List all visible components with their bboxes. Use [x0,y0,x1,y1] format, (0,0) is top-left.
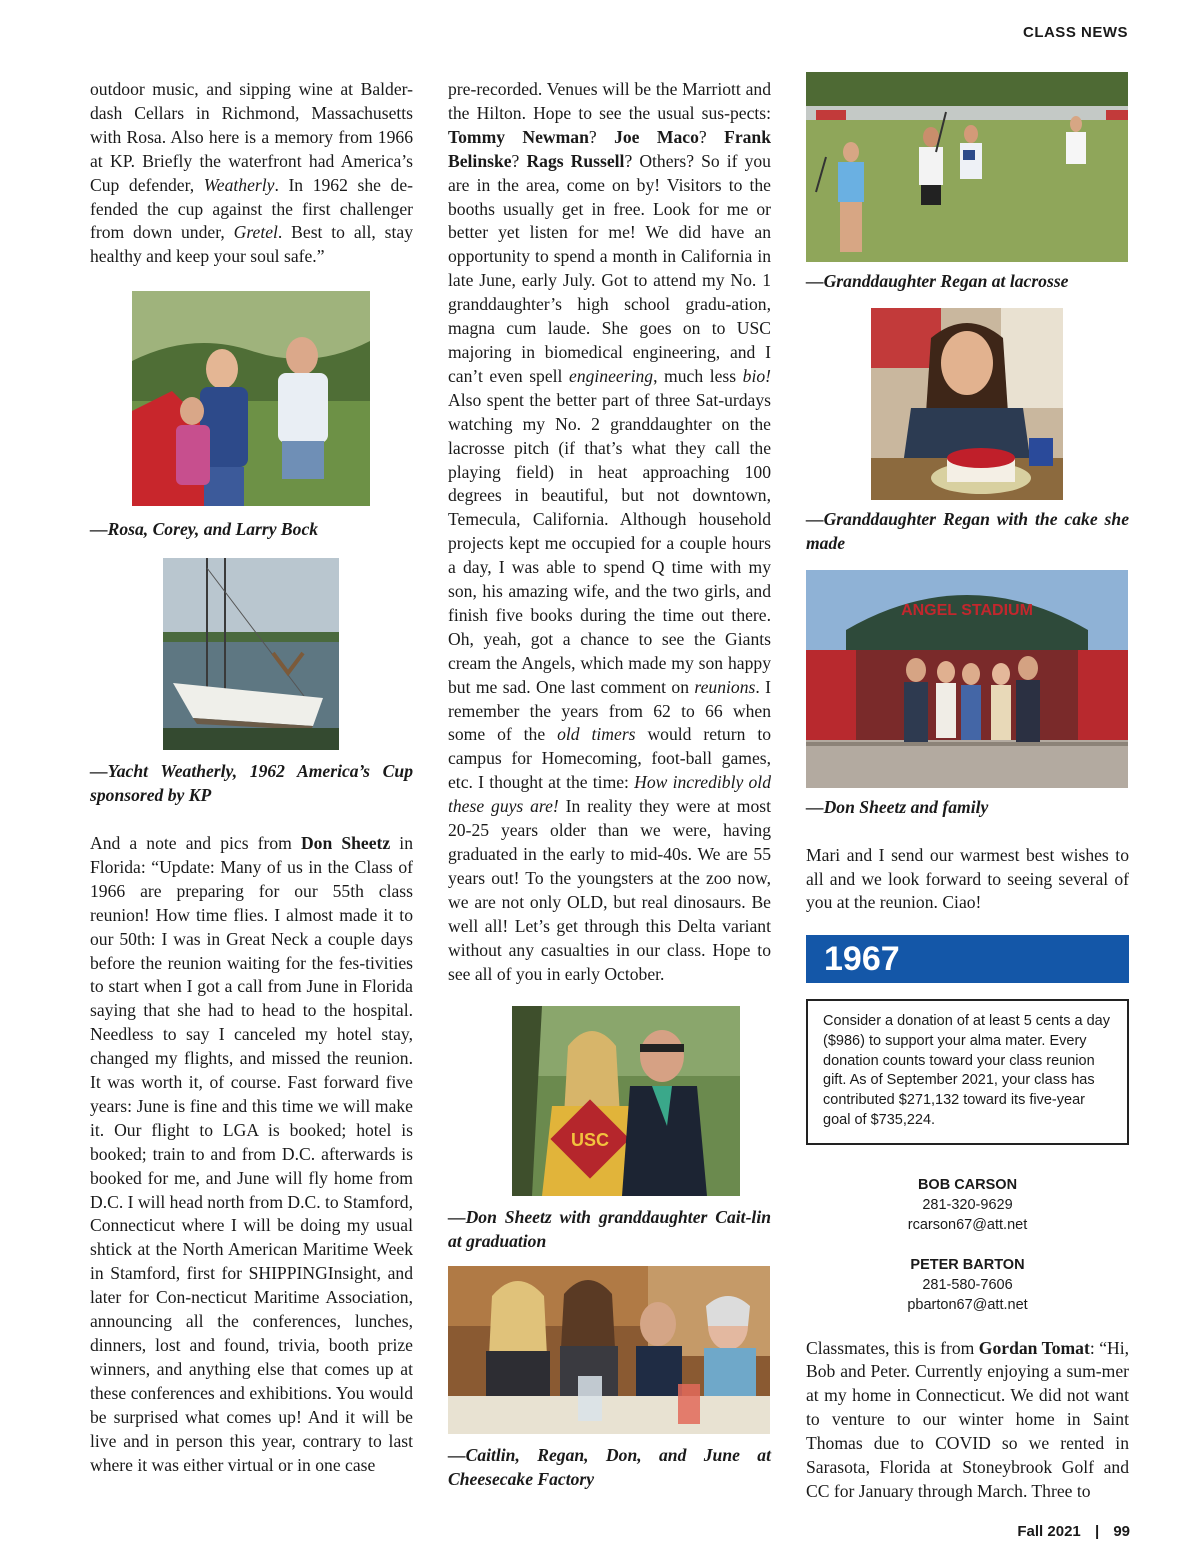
photo-caption: —Granddaughter Regan with the cake she made [806,508,1129,553]
column-1 [90,78,413,1477]
usc-pennant-text: USC [570,1130,610,1151]
contact-name: PETER BARTON [910,1256,1025,1273]
class-contact-2 [806,1255,1129,1315]
page-number: 99 [1113,1523,1130,1540]
paragraph: pre-recorded. Venues will be the Marriott and the Hilton. Hope to see the usual sus-pects: Tommy Newman? Joe Maco? Frank Belinske? Rags Russell? Others? So if you are in the area, come on by! Visitors to the booths usually get in free. Look for me or better yet listen for me! We did have an opportunity to spend a month in California in late June, early July. Got to attend my No. 1 granddaughter’s high school gradu-ation, magna cum laude. She goes on to USC majoring in biomedical engineering, and I can’t even spell engineering, much less bio! Also spent the better part of three Sat-urdays watching my No. 2 granddaughter on the lacrosse pitch (if that’s what they call the playing field) in heat approaching 100 degrees in beautiful, but not downtown, Temecula, California. Although household projects kept me occupied for a couple hours a day, I was able to spend Q time with my son, his amazing wife, and the two girls, and finish five books during the time out there. Oh, yeah, got a chance to see the Giants cream the Angels, which made my son happy but me sad. One last comment on reunions. I remember the years from 62 to 66 when some of the old timers would return to campus for Homecoming, foot-ball games, etc. I thought at the time: How incredibly old these guys are! In reality they were at most 20-25 years older than we were, having graduated in the early to mid-40s. We are 55 years out! To the youngsters at the zoo now, we are not only OLD, but real dinosaurs. Be well all! Let’s get through this Delta variant without any casualties in our class. Hope to see all of you in early October. [448,79,772,984]
class-contact-1 [806,1175,1129,1235]
photo-yacht-weatherly [163,558,339,750]
photo-caption: —Caitlin, Regan, Don, and June at Cheesecake Factory [448,1445,771,1490]
section-header: CLASS NEWS [1022,24,1128,41]
column-2 [448,78,771,1492]
contact-email[interactable]: rcarson67@att.net [907,1216,1028,1233]
photo-cheesecake-factory [448,1266,770,1434]
photo-caption: —Rosa, Corey, and Larry Bock [90,519,319,540]
photo-caption: —Don Sheetz with granddaughter Cait-lin at graduation [448,1207,771,1252]
photo-caption: —Don Sheetz and family [806,796,989,817]
stadium-sign-text: ANGEL STADIUM [901,601,1033,619]
closing-paragraph: Mari and I send our warmest best wishes to all and we look forward to seeing several of you at the reunion. Ciao! [806,844,1129,913]
paragraph: And a note and pics from Don Sheetz in Florida: “Update: Many of us in the Class of 1966 are preparing for our 55th class reunion! How time flies. I almost made it to our 50th: I was in Great Neck a couple days before the reunion waiting for the fes-tivities to start when I got a call from June in Florida saying that she had to head to the hospital. Needless to say I canceled my hotel stay, changed my flights, and missed the reunion. It was worth it, of course. Fast forward five years: June is fine and this time we will make it. Our flight to LGA is booked; hotel is booked; train to and from D.C. afterwards is booked for me, and June will fly home from D.C. I will head north from D.C. to Stamford, Connecticut where I will be doing my usual shtick at the North American Maritime Week in Stamford, first for SHIPPINGInsight, and later for Con-necticut Maritime Association, announcing all the conferences, lunches, dinners, lost and found, trivia, booth prize winners, and anything else that comes up at these conferences and exhibitions. You would be surprised what comes up! And it will be live and in person this year, contrary to last where it was either virtual or in one case [90,832,414,1475]
page-footer [1017,1523,1130,1540]
contact-email[interactable]: pbarton67@att.net [907,1296,1028,1313]
photo-caption: —Granddaughter Regan at lacrosse [806,271,1069,291]
footer-separator: | [1094,1523,1100,1540]
column-3 [806,72,1129,1504]
paragraph: Classmates, this is from Gordan Tomat: “Hi, Bob and Peter. Currently enjoying a sum-mer at my home in Connecticut. We did not want to venture to our winter home in Saint Thomas due to COVID so we rented in Sarasota, Florida at Stoneybrook Golf and CC for January through March. Three to [806,1337,1130,1501]
photo-graduation [512,1006,740,1196]
paragraph: outdoor music, and sipping wine at Balder-dash Cellars in Richmond, Massachusetts with Rosa. Also here is a memory from 1966 at KP. Briefly the waterfront had America’s Cup defender, Weatherly. In 1962 she de-fended the cup against the first challenger from down under, Gretel. Best to all, stay healthy and keep your soul safe.” [90,79,413,267]
class-year-banner: 1967 [806,935,1129,983]
contact-phone: 281-320-9629 [922,1196,1013,1213]
issue-label: Fall 2021 [1017,1523,1081,1540]
contact-phone: 281-580-7606 [922,1276,1013,1293]
photo-caption: —Yacht Weatherly, 1962 America’s Cup sponsored by KP [90,761,413,806]
photo-bock-family [132,291,370,506]
photo-lacrosse [806,72,1128,262]
photo-regan-cake [871,308,1063,500]
contact-name: BOB CARSON [917,1176,1018,1193]
donation-box: Consider a donation of at least 5 cents a day ($986) to support your alma mater. Every donation counts toward your class reunion gift. As of September 2021, your class has contributed $271,132 toward its five-year goal of $735,224. [806,999,1129,1144]
photo-angel-stadium [806,570,1128,788]
